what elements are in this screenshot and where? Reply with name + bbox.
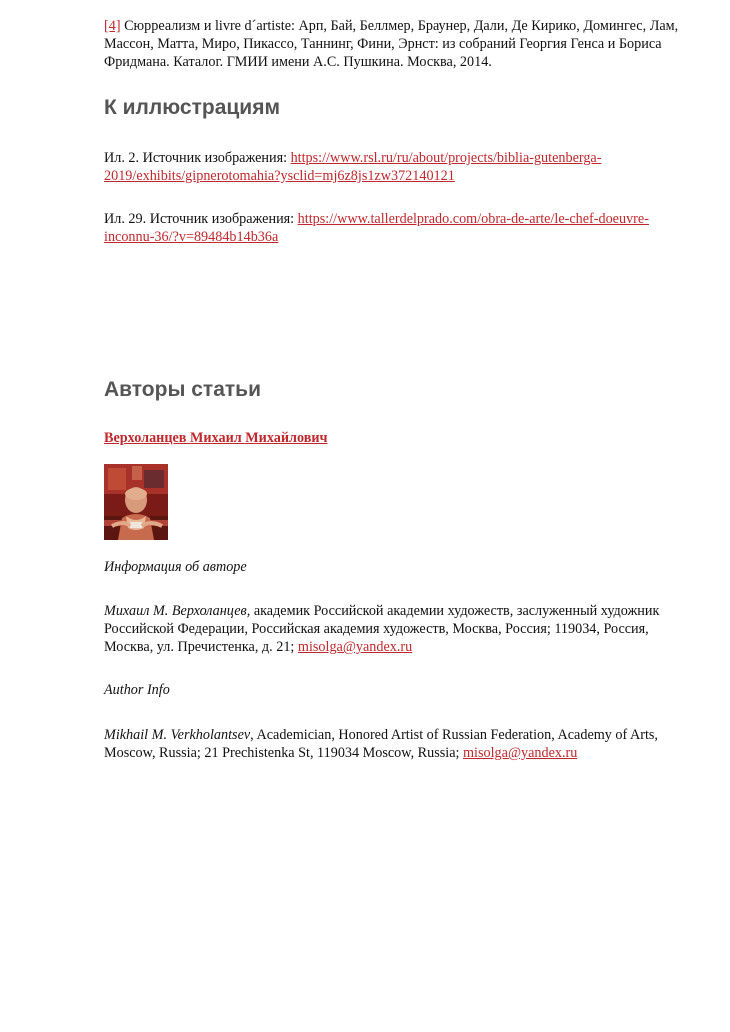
author-name-link[interactable]: Верхоланцев Михаил Михайлович	[104, 430, 328, 446]
reference-4	[104, 17, 694, 71]
illustration-source-label: Ил. 29. Источник изображения:	[104, 211, 298, 227]
author-email-link[interactable]: misolga@yandex.ru	[463, 745, 578, 761]
author-details-en: , Academician, Honored Artist of Russian Federation, Academy of Arts, Moscow, Russia; 21 Prechistenka St, 119034 Moscow, Russia;	[104, 727, 658, 761]
author-info-ru	[104, 602, 694, 656]
author-name-ru: Михаил М. Верхоланцев,	[104, 603, 251, 619]
author-info-en-label: Author Info	[104, 682, 170, 698]
author-info-ru-label: Информация об авторе	[104, 559, 247, 575]
reference-marker-link[interactable]: [4]	[104, 18, 121, 34]
author-details-ru: академик Российской академии художеств, заслуженный художник Российской Федерации, Российская академия художеств, Москва, Россия; 119034, Россия, Москва, ул. Пречистенка, д. 21;	[104, 603, 660, 655]
author-info-en	[104, 726, 694, 762]
illustrations-heading: К иллюстрациям	[104, 96, 280, 119]
author-email-link[interactable]: misolga@yandex.ru	[297, 639, 413, 655]
illustration-source-link[interactable]: https://www.tallerdelprado.com/obra-de-arte/le-chef-doeuvre-inconnu-36/?v=89484b14b36a	[104, 211, 649, 245]
illustration-source-link[interactable]: https://www.rsl.ru/ru/about/projects/biblia-gutenberga-2019/exhibits/gipnerotomahia?ysclid=mj6z8js1zw372140121	[104, 150, 602, 184]
illustration-source-label: Ил. 2. Источник изображения:	[104, 150, 291, 166]
author-portrait-icon	[104, 464, 168, 540]
illustration-source-item	[104, 210, 694, 246]
reference-text: Сюрреализм и livre d´artiste: Арп, Бай, Беллмер, Браунер, Дали, Де Кирико, Домингес, Лам, Массон, Матта, Миро, Пикассо, Таннинг, Фини, Эрнст: из собраний Георгия Генса и Бориса Фридмана. Каталог. ГМИИ имени А.С. Пушкина. Москва, 2014.	[104, 18, 679, 70]
authors-heading: Авторы статьи	[104, 378, 261, 401]
illustration-source-item	[104, 149, 694, 185]
author-name-en: Mikhail M. Verkholantsev	[104, 727, 251, 743]
author-photo	[104, 464, 168, 540]
